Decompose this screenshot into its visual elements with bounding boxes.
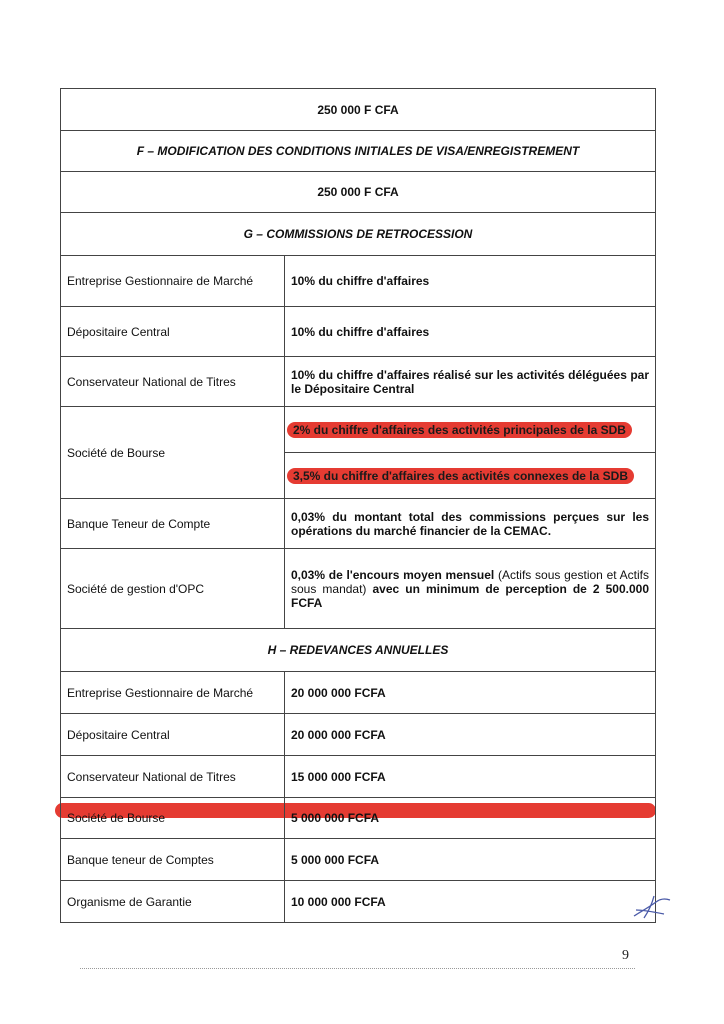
row-value — [285, 407, 656, 499]
row-label: Société de Bourse — [61, 798, 285, 839]
row-label: Conservateur National de Titres — [61, 756, 285, 798]
section-heading-f: F – MODIFICATION DES CONDITIONS INITIALES DE VISA/ENREGISTREMENT — [61, 131, 656, 172]
footer-rule — [80, 968, 635, 969]
value-part: (Actifs sous gestion et Actifs sous mandat) — [291, 567, 649, 596]
row-label: Banque Teneur de Compte — [61, 499, 285, 549]
row-value: 5 000 000 FCFA — [285, 839, 656, 881]
section-heading-h: H – REDEVANCES ANNUELLES — [61, 629, 656, 672]
row-value: 10% du chiffre d'affaires réalisé sur les activités déléguées par le Dépositaire Central — [285, 357, 656, 407]
table-row — [61, 672, 656, 714]
signature-initials — [630, 892, 674, 922]
fee-table — [60, 88, 656, 923]
row-label: Entreprise Gestionnaire de Marché — [61, 672, 285, 714]
row-value: 15 000 000 FCFA — [285, 756, 656, 798]
section-heading-g: G – COMMISSIONS DE RETROCESSION — [61, 213, 656, 256]
row-label: Société de Bourse — [61, 407, 285, 499]
table-row — [61, 499, 656, 549]
value-part: avec un minimum de perception de 2 500.000 FCFA — [291, 581, 649, 610]
row-value: 10% du chiffre d'affaires — [285, 307, 656, 357]
page-number: 9 — [622, 948, 629, 963]
fee-amount-row: 250 000 F CFA — [61, 172, 656, 213]
table-row — [61, 839, 656, 881]
row-label: Organisme de Garantie — [61, 881, 285, 923]
row-value: 5 000 000 FCFA — [285, 798, 656, 839]
table-row — [61, 549, 656, 629]
table-row — [61, 357, 656, 407]
row-label: Conservateur National de Titres — [61, 357, 285, 407]
table-row — [61, 307, 656, 357]
table-row — [61, 881, 656, 923]
table-row — [61, 714, 656, 756]
row-value: 20 000 000 FCFA — [285, 714, 656, 756]
table-row — [61, 131, 656, 172]
row-label: Dépositaire Central — [61, 714, 285, 756]
row-value: 10 000 000 FCFA — [285, 881, 656, 923]
row-value: 20 000 000 FCFA — [285, 672, 656, 714]
table-row — [61, 798, 656, 839]
table-row — [61, 629, 656, 672]
row-label: Entreprise Gestionnaire de Marché — [61, 256, 285, 307]
table-row — [61, 172, 656, 213]
value-part: 0,03% de l'encours moyen mensuel — [291, 567, 495, 582]
fee-amount-row: 250 000 F CFA — [61, 89, 656, 131]
highlighted-value: 2% du chiffre d'affaires des activités principales de la SDB — [287, 422, 632, 438]
table-row — [61, 407, 656, 499]
row-value — [285, 549, 656, 629]
row-value: 10% du chiffre d'affaires — [285, 256, 656, 307]
row-label: Société de gestion d'OPC — [61, 549, 285, 629]
highlighted-value: 3,5% du chiffre d'affaires des activités connexes de la SDB — [287, 468, 634, 484]
table-row — [61, 89, 656, 131]
table-row — [61, 756, 656, 798]
row-label: Dépositaire Central — [61, 307, 285, 357]
row-value: 0,03% du montant total des commissions perçues sur les opérations du marché financier de la CEMAC. — [285, 499, 656, 549]
table-row — [61, 256, 656, 307]
row-label: Banque teneur de Comptes — [61, 839, 285, 881]
table-row — [61, 213, 656, 256]
